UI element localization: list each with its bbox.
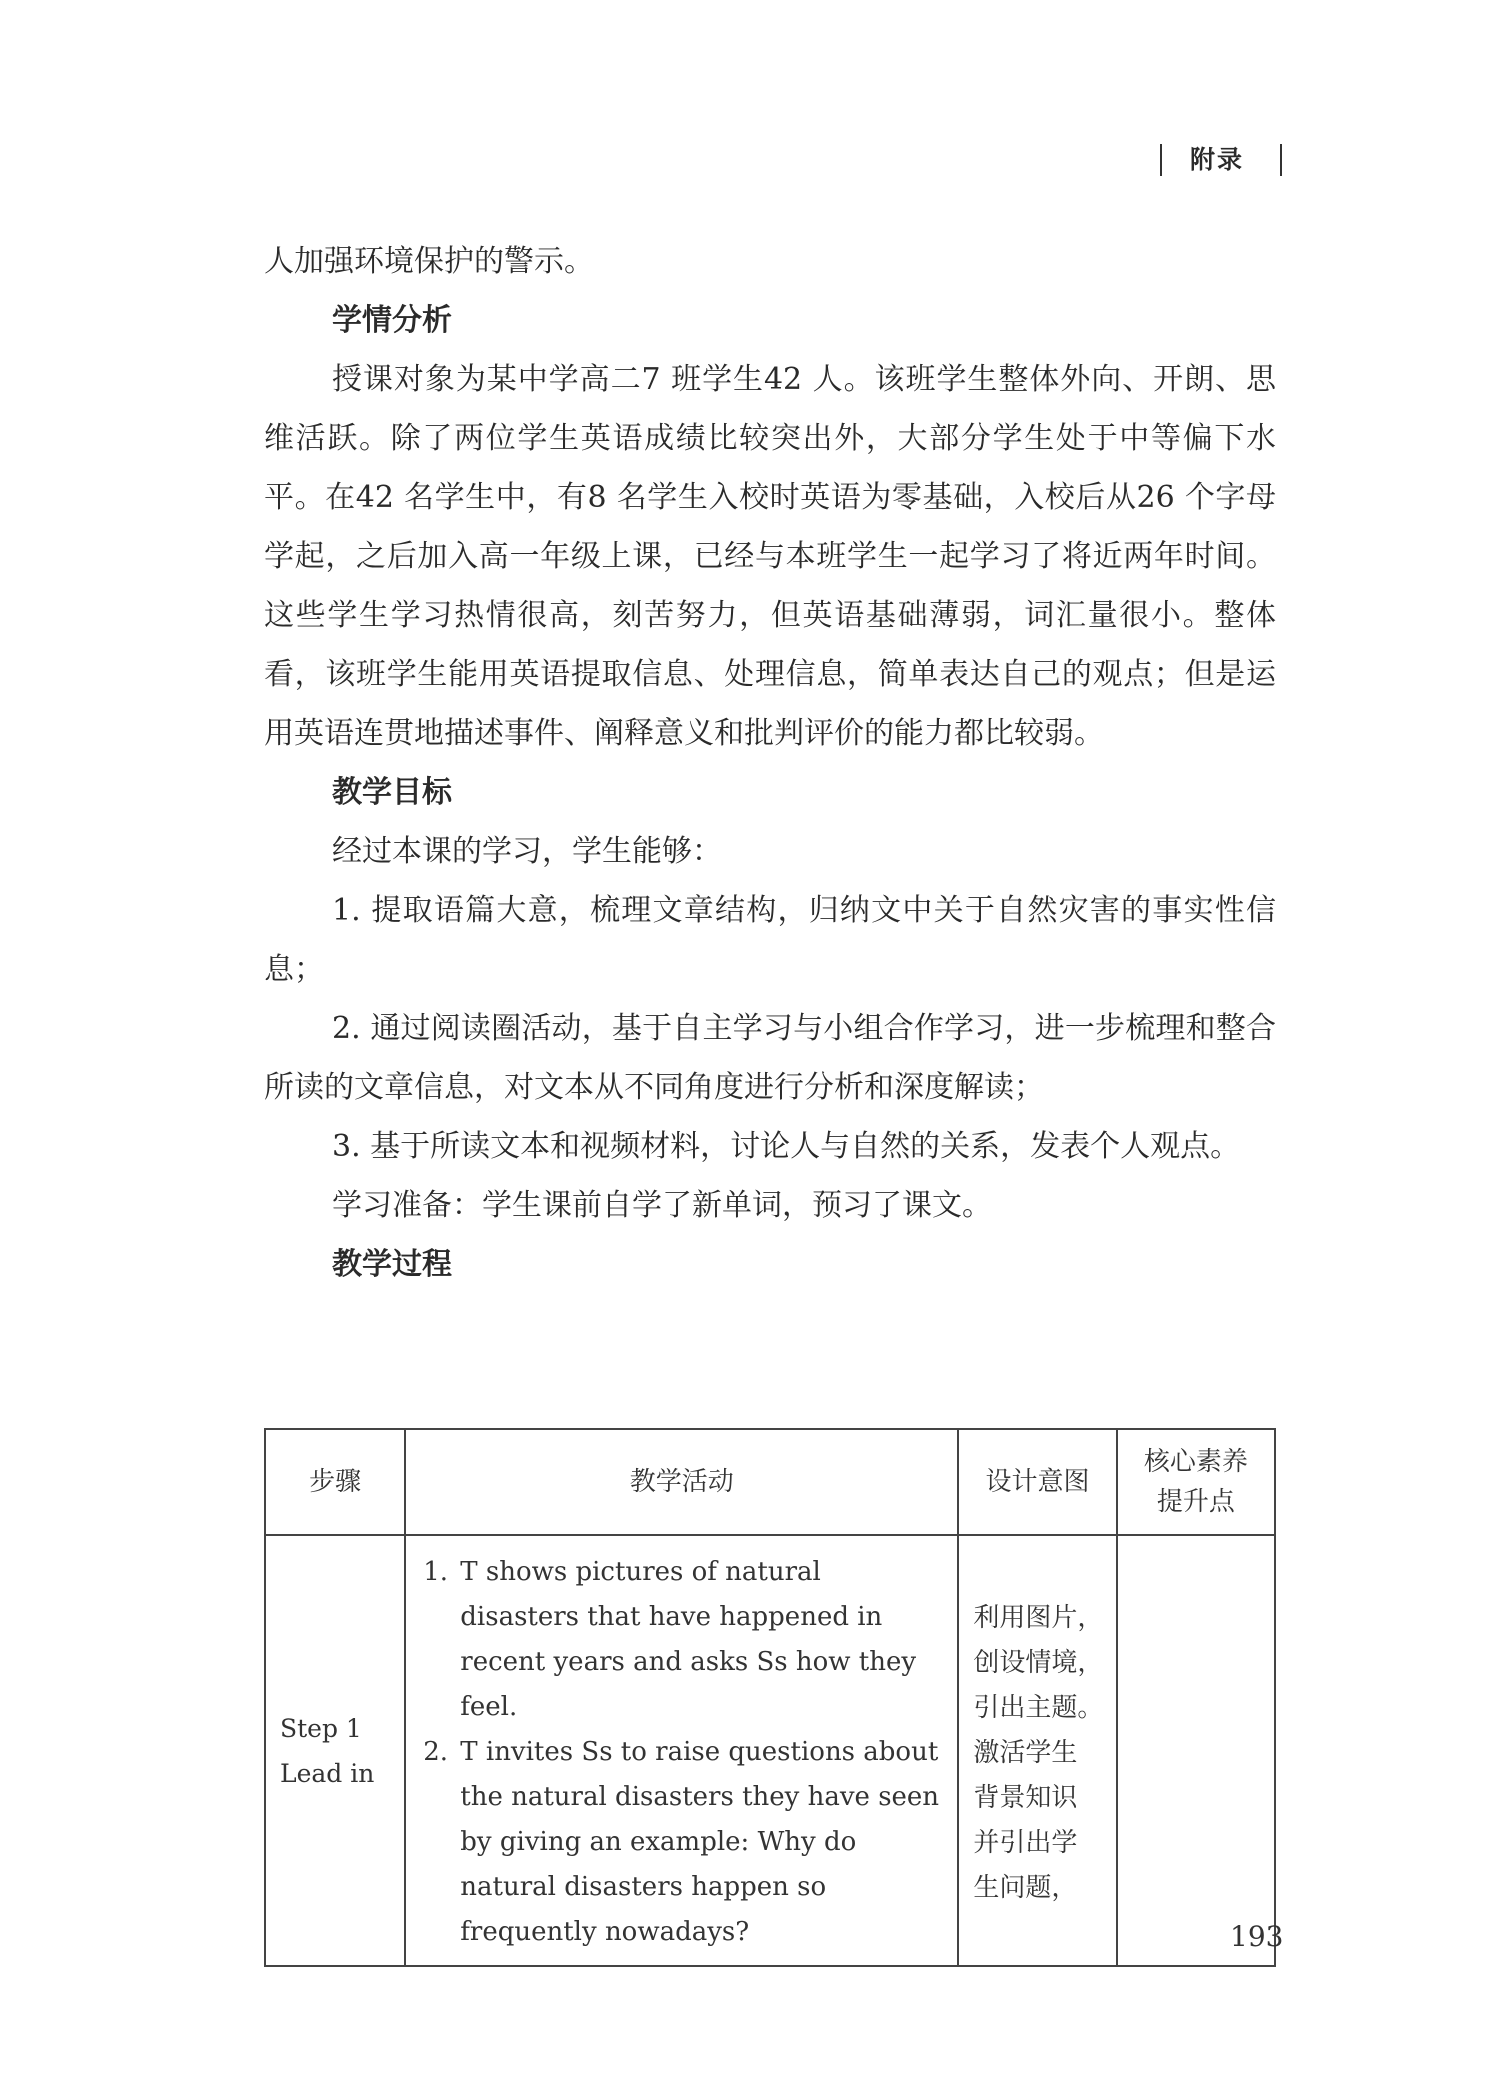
learner-analysis-paragraph: 授课对象为某中学高二7 班学生42 人。该班学生整体外向、开朗、思维活跃。除了两位学生英语成绩比较突出外，大部分学生处于中等偏下水平。在42 名学生中，有8 名学生入校时英语为零基础，入校后从26 个字母学起，之后加入高一年级上课，已经与本班学生一起学习了将近两年时间。这些学生学习热情很高，刻苦努力，但英语基础薄弱，词汇量很小。整体看，该班学生能用英语提取信息、处理信息，简单表达自己的观点；但是运用英语连贯地描述事件、阐释意义和批判评价的能力都比较弱。	[264, 362, 1276, 751]
header-activities: 教学活动	[405, 1429, 958, 1535]
step-cell	[265, 1535, 405, 1966]
header-core-competency: 核心素养提升点	[1117, 1429, 1275, 1535]
running-head	[1160, 140, 1284, 180]
header-intent: 设计意图	[958, 1429, 1116, 1535]
header-step: 步骤	[265, 1429, 405, 1535]
activity-item: 2. T invites Ss to raise questions about the natural disasters they have seen by giving an example: Why do natural disasters happen so frequently nowadays?	[456, 1730, 941, 1955]
objective-item-1: 1. 提取语篇大意，梳理文章结构，归纳文中关于自然灾害的事实性信息；	[264, 893, 1276, 987]
table-header-row	[265, 1429, 1275, 1535]
intent-line: 引出主题。	[973, 1693, 1104, 1723]
running-head-left-rule	[1160, 144, 1162, 176]
section-heading-objectives: 教学目标	[332, 775, 452, 810]
activities-cell	[405, 1535, 958, 1966]
objective-item-2: 2. 通过阅读圈活动，基于自主学习与小组合作学习，进一步梳理和整合所读的文章信息，对文本从不同角度进行分析和深度解读；	[264, 1011, 1276, 1105]
running-head-title: 附录	[1190, 145, 1245, 174]
section-heading-process: 教学过程	[332, 1247, 452, 1282]
page-number: 193	[1230, 1920, 1284, 1953]
intent-line: 利用图片，	[973, 1603, 1104, 1633]
learning-preparation: 学习准备：学生课前自学了新单词，预习了课文。	[332, 1188, 992, 1223]
objectives-intro: 经过本课的学习，学生能够：	[332, 834, 722, 869]
step-title: Lead in	[280, 1758, 375, 1788]
activity-item: 1. T shows pictures of natural disasters that have happened in recent years and asks Ss how they feel.	[456, 1550, 941, 1730]
teaching-process-table	[264, 1428, 1276, 1967]
continued-line: 人加强环境保护的警示。	[264, 244, 594, 279]
table-row	[265, 1535, 1275, 1966]
body-text	[264, 232, 1276, 1294]
intent-line: 并引出学	[973, 1828, 1078, 1858]
intent-line: 创设情境，	[973, 1648, 1104, 1678]
core-competency-cell	[1117, 1535, 1275, 1966]
intent-line: 生问题，	[973, 1873, 1078, 1903]
running-head-right-rule	[1280, 144, 1282, 176]
intent-cell	[958, 1535, 1116, 1966]
intent-line: 背景知识	[973, 1783, 1078, 1813]
step-number: Step 1	[280, 1713, 362, 1743]
section-heading-learner-analysis: 学情分析	[332, 303, 452, 338]
intent-line: 激活学生	[973, 1738, 1078, 1768]
objective-item-3: 3. 基于所读文本和视频材料，讨论人与自然的关系，发表个人观点。	[332, 1129, 1241, 1164]
